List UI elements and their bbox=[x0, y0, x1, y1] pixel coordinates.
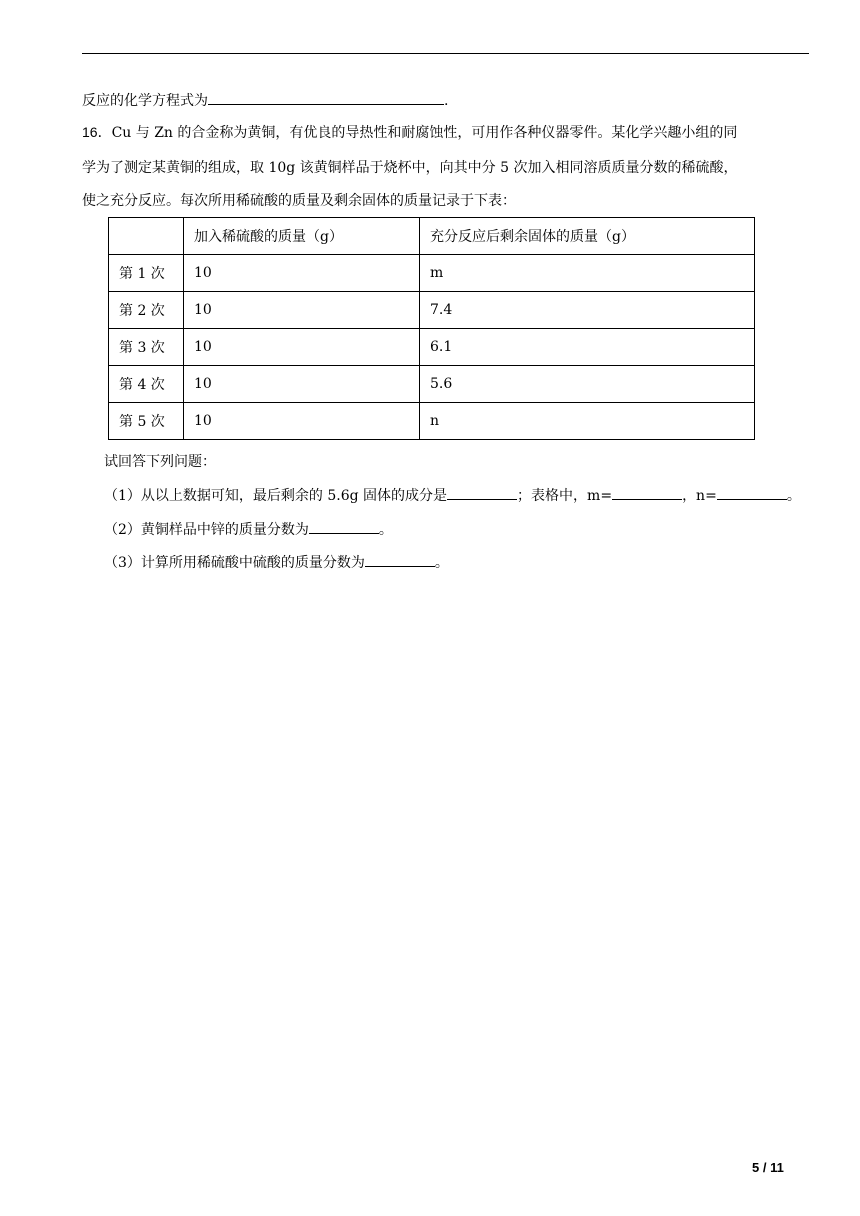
question-16-line-1 bbox=[82, 122, 737, 143]
table-cell: 10 bbox=[184, 329, 420, 366]
sub-question-3-end: 。 bbox=[434, 555, 449, 571]
answer-blank-composition[interactable] bbox=[447, 485, 517, 500]
prev-question-text: 反应的化学方程式为 bbox=[82, 93, 208, 109]
sub-question-1-text-a: （1）从以上数据可知，最后剩余的 5.6g 固体的成分是 bbox=[104, 488, 448, 504]
data-table bbox=[108, 217, 755, 440]
table-cell: 10 bbox=[184, 255, 420, 292]
table-cell: 第 2 次 bbox=[109, 292, 184, 329]
question-16-text-3: 使之充分反应。每次所用稀硫酸的质量及剩余固体的质量记录于下表： bbox=[82, 193, 516, 209]
sub-question-1-end: 。 bbox=[786, 488, 801, 504]
table-row bbox=[109, 255, 755, 292]
answer-blank-equation[interactable] bbox=[208, 90, 444, 105]
table-cell: 第 4 次 bbox=[109, 366, 184, 403]
table-header-row bbox=[109, 218, 755, 255]
table-cell: 10 bbox=[184, 403, 420, 440]
sub-question-1 bbox=[104, 485, 801, 506]
header-rule bbox=[82, 53, 809, 54]
table-row bbox=[109, 366, 755, 403]
table-cell: 第 3 次 bbox=[109, 329, 184, 366]
table-cell: 10 bbox=[184, 292, 420, 329]
question-16-text-2: 学为了测定某黄铜的组成，取 10g 该黄铜样品于烧杯中，向其中分 5 次加入相同溶质质量分数的稀硫酸， bbox=[82, 160, 738, 176]
table-cell: 第 1 次 bbox=[109, 255, 184, 292]
sub-question-2-end: 。 bbox=[378, 522, 393, 538]
answer-blank-acid-fraction[interactable] bbox=[365, 552, 435, 567]
question-16-text-1: Cu 与 Zn 的合金称为黄铜，有优良的导热性和耐腐蚀性，可用作各种仪器零件。某化学兴趣小组的同 bbox=[111, 125, 738, 141]
question-16-line-3 bbox=[82, 191, 516, 211]
prev-question-end: . bbox=[444, 93, 449, 109]
table-cell: 6.1 bbox=[420, 329, 755, 366]
answer-blank-n[interactable] bbox=[717, 485, 787, 500]
table-header-cell: 充分反应后剩余固体的质量（g） bbox=[420, 218, 755, 255]
answer-blank-zinc-fraction[interactable] bbox=[309, 519, 379, 534]
question-prompt: 试回答下列问题： bbox=[104, 454, 216, 470]
table-header-cell bbox=[109, 218, 184, 255]
sub-question-1-text-b: ；表格中，m= bbox=[517, 488, 613, 504]
sub-question-2-text: （2）黄铜样品中锌的质量分数为 bbox=[104, 522, 309, 538]
table-cell: 5.6 bbox=[420, 366, 755, 403]
table-cell: m bbox=[420, 255, 755, 292]
prev-question-tail bbox=[82, 90, 448, 111]
sub-question-2 bbox=[104, 519, 393, 540]
table-row bbox=[109, 292, 755, 329]
sub-question-1-text-c: ，n= bbox=[682, 488, 717, 504]
sub-question-3-text: （3）计算所用稀硫酸中硫酸的质量分数为 bbox=[104, 555, 365, 571]
sub-question-3 bbox=[104, 552, 449, 573]
table-row bbox=[109, 329, 755, 366]
table-row bbox=[109, 403, 755, 440]
table-cell: 7.4 bbox=[420, 292, 755, 329]
page-number: 5 / 11 bbox=[752, 1160, 784, 1175]
question-16-line-2 bbox=[82, 158, 737, 178]
table-cell: n bbox=[420, 403, 755, 440]
question-number: 16． bbox=[82, 124, 112, 140]
table-header-cell: 加入稀硫酸的质量（g） bbox=[184, 218, 420, 255]
answer-blank-m[interactable] bbox=[612, 485, 682, 500]
table-cell: 第 5 次 bbox=[109, 403, 184, 440]
table-cell: 10 bbox=[184, 366, 420, 403]
